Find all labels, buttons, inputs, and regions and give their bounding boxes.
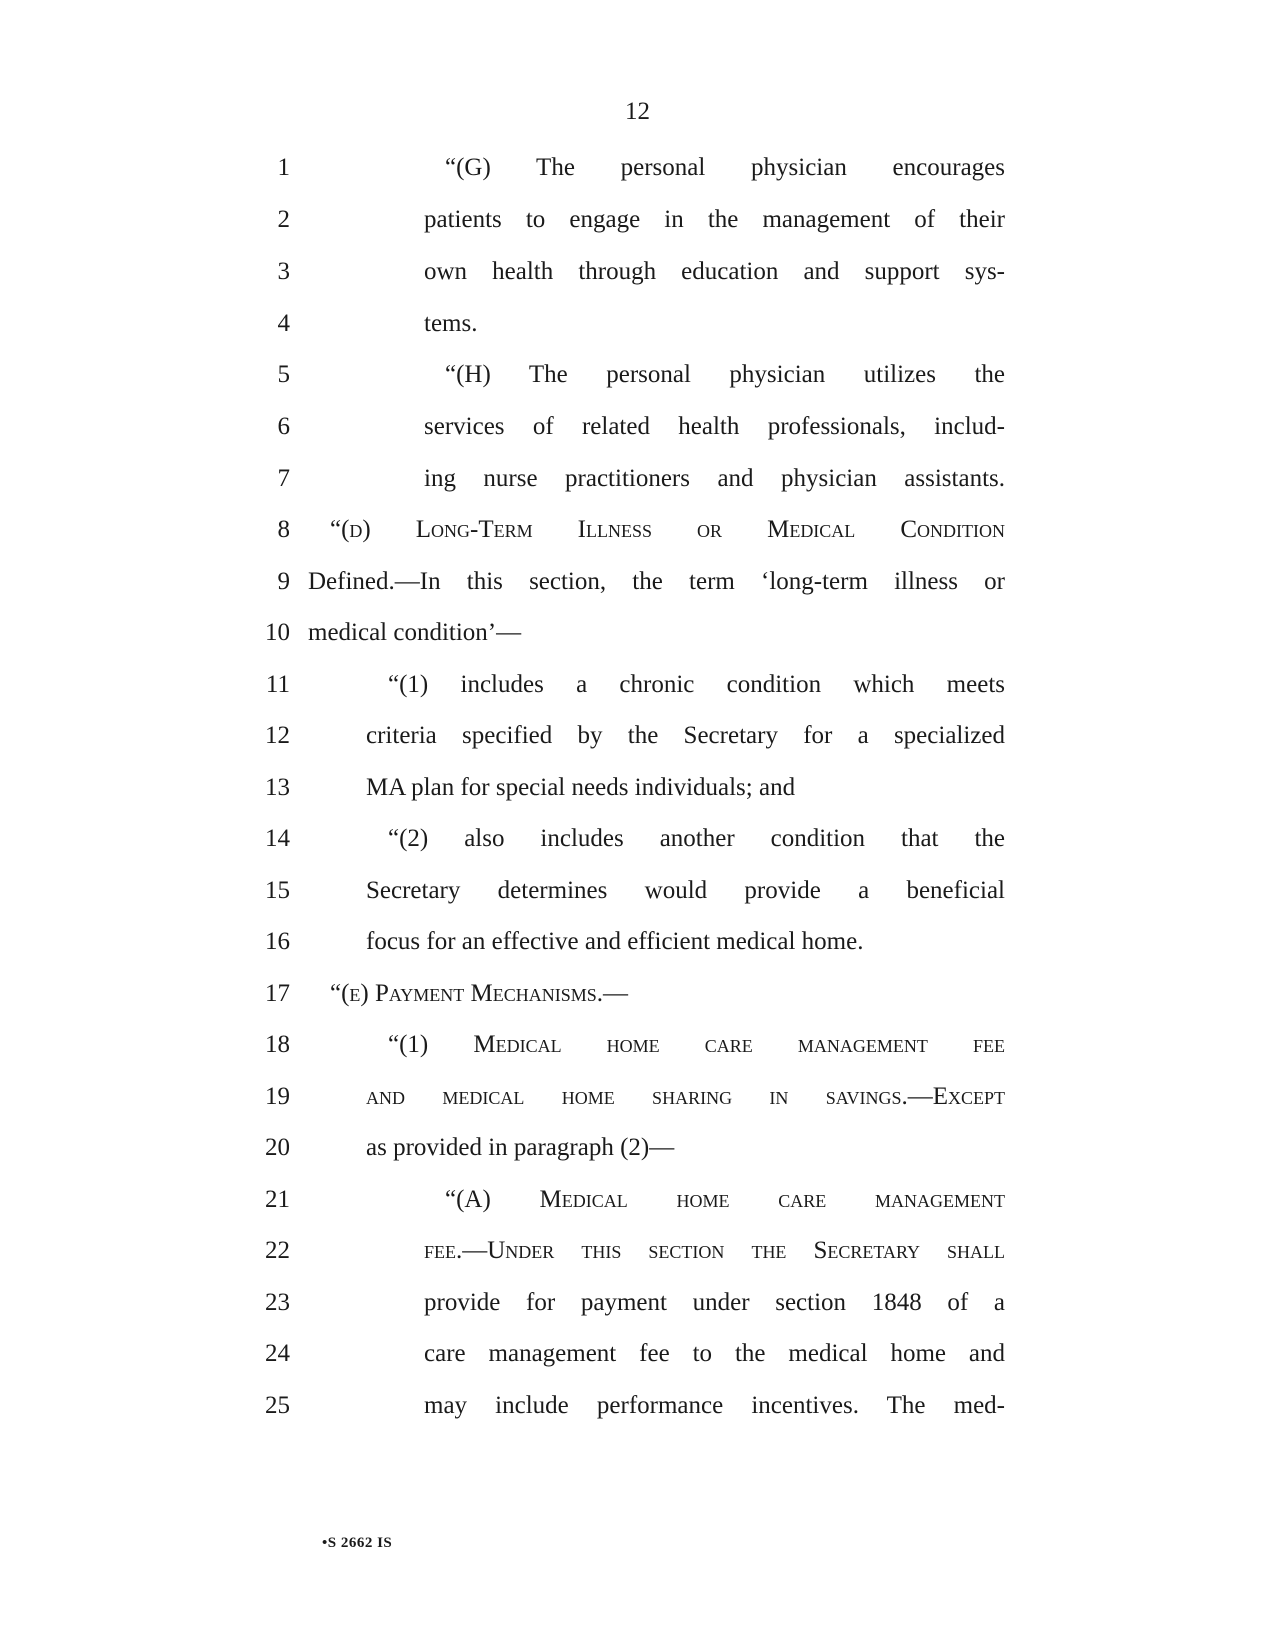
document-line: [0, 665, 1275, 705]
line-number: 5: [277, 361, 290, 388]
line-text: Secretary determines would provide a beneficial: [366, 877, 1005, 904]
line-text: “(e) Payment Mechanisms.—: [330, 980, 628, 1007]
line-number: 18: [265, 1031, 290, 1058]
line-number: 3: [277, 258, 290, 285]
line-number: 12: [265, 722, 290, 749]
line-number: 21: [265, 1186, 290, 1213]
document-line: [0, 459, 1275, 499]
document-line: [0, 304, 1275, 344]
document-line: [0, 562, 1275, 602]
line-number: 17: [265, 980, 290, 1007]
page-number: 12: [625, 98, 650, 125]
line-number: 25: [265, 1392, 290, 1419]
line-number: 4: [277, 310, 290, 337]
line-number: 6: [277, 413, 290, 440]
line-text: MA plan for special needs individuals; and: [366, 774, 796, 801]
document-line: [0, 613, 1275, 653]
bill-identifier-footer: •S 2662 IS: [322, 1535, 393, 1551]
line-number: 15: [265, 877, 290, 904]
document-line: [0, 1334, 1275, 1374]
line-text: as provided in paragraph (2)—: [366, 1134, 675, 1161]
document-line: [0, 510, 1275, 550]
line-number: 13: [265, 774, 290, 801]
line-number: 20: [265, 1134, 290, 1161]
line-text: care management fee to the medical home and: [424, 1340, 1005, 1367]
document-line: [0, 148, 1275, 188]
line-text: “(1) includes a chronic condition which meets: [388, 671, 1005, 698]
line-text: criteria specified by the Secretary for a specialized: [366, 722, 1005, 749]
line-number: 2: [277, 206, 290, 233]
document-line: [0, 200, 1275, 240]
line-text: provide for payment under section 1848 of a: [424, 1289, 1005, 1316]
document-line: [0, 407, 1275, 447]
line-text: fee.—Under this section the Secretary shall: [424, 1237, 1005, 1264]
document-line: [0, 716, 1275, 756]
document-line: [0, 1386, 1275, 1426]
line-text: patients to engage in the management of their: [424, 206, 1005, 233]
line-number: 16: [265, 928, 290, 955]
document-line: [0, 974, 1275, 1014]
document-line: [0, 1077, 1275, 1117]
line-text: medical condition’—: [308, 619, 522, 646]
document-line: [0, 871, 1275, 911]
line-text: “(H) The personal physician utilizes the: [445, 361, 1005, 388]
line-number: 22: [265, 1237, 290, 1264]
document-line: [0, 355, 1275, 395]
line-text: “(d) Long-Term Illness or Medical Condition: [330, 516, 1005, 543]
document-line: [0, 768, 1275, 808]
line-number: 10: [265, 619, 290, 646]
line-number: 1: [277, 154, 290, 181]
line-text: “(2) also includes another condition that the: [388, 825, 1005, 852]
document-line: [0, 1025, 1275, 1065]
line-text: ing nurse practitioners and physician assistants.: [424, 465, 1005, 492]
line-text: own health through education and support sys-: [424, 258, 1005, 285]
line-text: “(G) The personal physician encourages: [445, 154, 1005, 181]
line-number: 7: [277, 465, 290, 492]
line-number: 24: [265, 1340, 290, 1367]
document-line: [0, 1231, 1275, 1271]
document-line: [0, 922, 1275, 962]
line-text: may include performance incentives. The med-: [424, 1392, 1005, 1419]
line-text: tems.: [424, 310, 478, 337]
line-number: 19: [265, 1083, 290, 1110]
line-text: Defined.—In this section, the term ‘long-term illness or: [308, 568, 1005, 595]
document-line: [0, 1283, 1275, 1323]
line-number: 8: [277, 516, 290, 543]
line-number: 14: [265, 825, 290, 852]
line-text: focus for an effective and efficient medical home.: [366, 928, 864, 955]
document-line: [0, 1180, 1275, 1220]
line-text: “(1) Medical home care management fee: [388, 1031, 1005, 1058]
document-line: [0, 1128, 1275, 1168]
line-number: 11: [265, 671, 290, 698]
document-line: [0, 819, 1275, 859]
line-text: and medical home sharing in savings.—Except: [366, 1083, 1005, 1110]
line-text: “(A) Medical home care management: [445, 1186, 1005, 1213]
line-number: 23: [265, 1289, 290, 1316]
line-text: services of related health professionals, includ-: [424, 413, 1005, 440]
document-line: [0, 252, 1275, 292]
line-number: 9: [277, 568, 290, 595]
